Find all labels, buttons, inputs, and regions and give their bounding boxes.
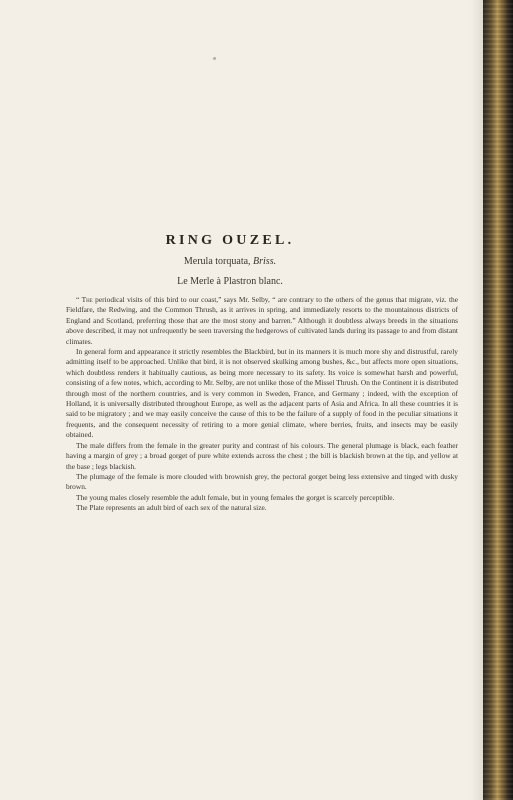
article-body <box>66 295 458 514</box>
paragraph-2: In general form and appearance it strictly resembles the Blackbird, but in its manners it is much more shy and distrustful, rarely admitting itself to be approached. Unlike that bird, it is not observed skulking among bushes, &c., but affects more open situations, which doubtless renders it habitually cautious, as being more necessary to its safety. Its voice is somewhat harsh and powerful, consisting of a few notes, which, according to Mr. Selby, are not unlike those of the Missel Thrush. On the Continent it is distributed through most of the northern countries, and is very common in Sweden, France, and Germany ; indeed, with the exception of Holland, it is universally distributed throughout Europe, as well as the adjacent parts of Asia and Africa. In all these countries it is said to be migratory ; and we may easily conceive the cause of this to be the failure of a supply of food in the peculiar situations it frequents, and the consequent necessity of retiring to a more genial climate, where berries, fruits, and insects may be easily obtained. <box>66 347 458 440</box>
paragraph-1-text: periodical visits of this bird to our coast,” says Mr. Selby, “ are contrary to the others of the genus that migrate, viz. the Fieldfare, the Redwing, and the Common Thrush, as it arrives in spring, and immediately resorts to the mountainous districts of England and Scotland, preferring those that are the most stony and barren.” Although it doubtless always breeds in the situations above described, it may not unfrequently be seen traversing the hedgerows of cultivated lands during its passage to and from distant climates. <box>66 295 458 346</box>
lead-word: The <box>81 295 93 304</box>
binomial-name: Merula torquata, <box>183 256 251 267</box>
paragraph-3: The male differs from the female in the greater purity and contrast of his colours. The general plumage is black, each feather having a margin of grey ; a broad gorget of pure white extends across the chest ; the bill is blackish brown at the tip, and yellow at the base ; legs blackish. <box>66 440 458 471</box>
latin-name-line <box>0 256 460 267</box>
page-gutter-shadow <box>471 0 483 800</box>
book-binding-edge <box>483 0 513 800</box>
paragraph-1 <box>66 295 458 347</box>
paragraph-4: The plumage of the female is more clouded with brownish grey, the pectoral gorget being less extensive and tinged with dusky brown. <box>66 471 458 492</box>
opening-quote: “ <box>76 295 82 304</box>
taxon-authority: Briss. <box>253 256 277 267</box>
paragraph-6: The Plate represents an adult bird of each sex of the natural size. <box>76 503 267 513</box>
page-title: RING OUZEL. <box>165 233 295 248</box>
french-name: Le Merle à Plastron blanc. <box>177 276 283 287</box>
page-speck <box>213 57 216 60</box>
paragraph-5: The young males closely resemble the adult female, but in young females the gorget is scarcely perceptible. <box>76 492 395 502</box>
